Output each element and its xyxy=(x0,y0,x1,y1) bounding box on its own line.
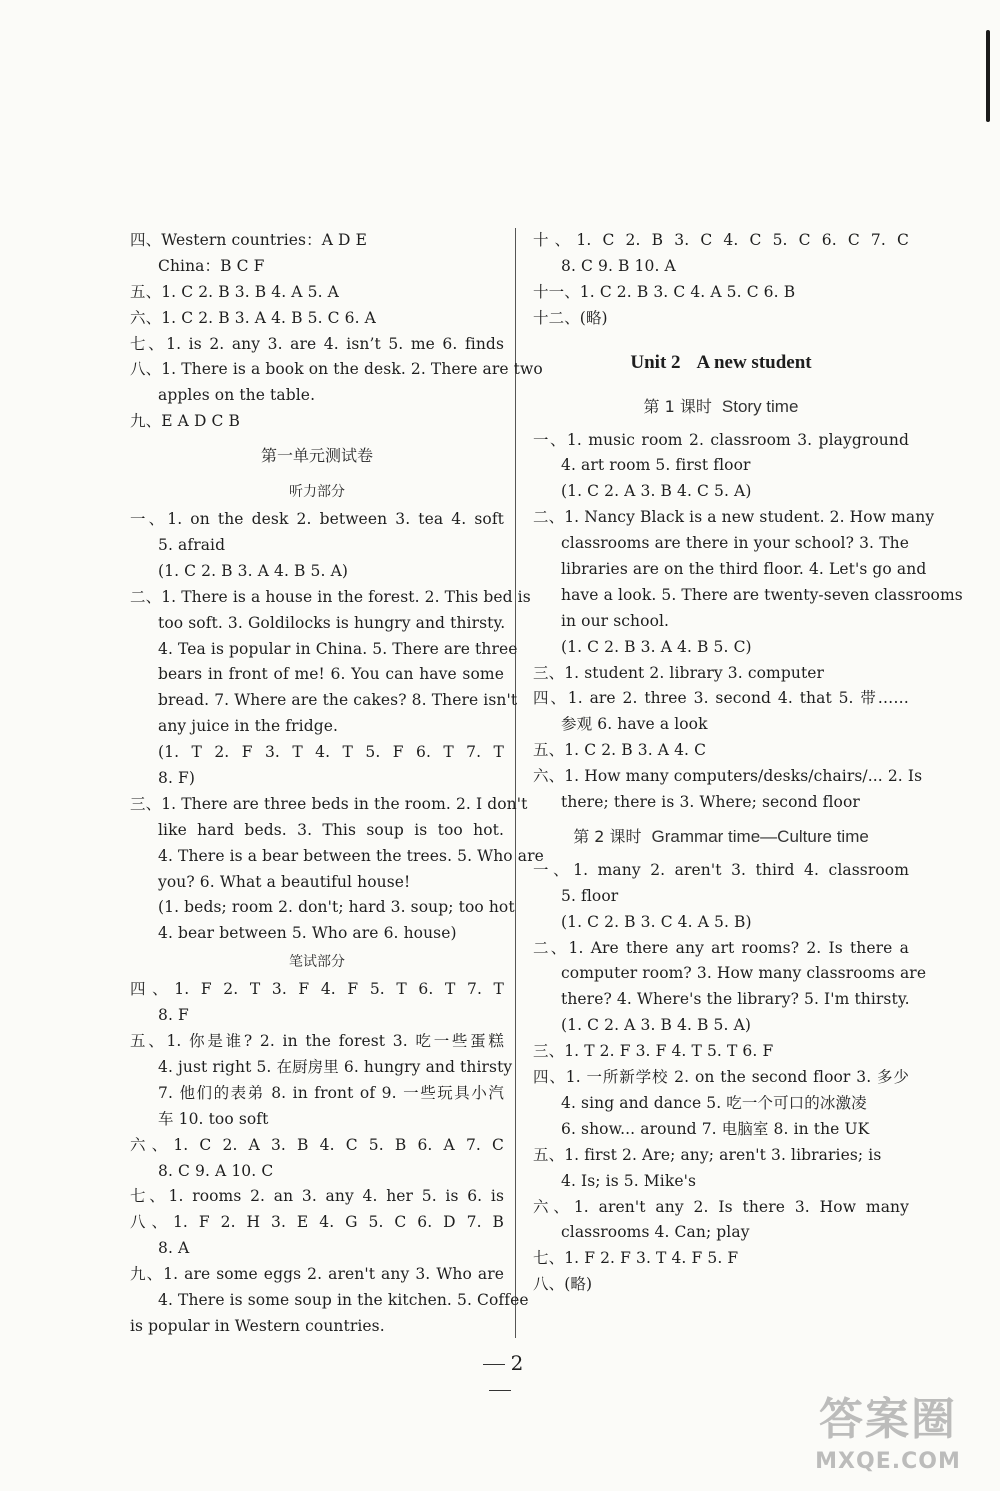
answer-line: 九、E A D C B xyxy=(130,412,240,431)
answer-line: (1. C 2. A 3. B 4. C 5. A) xyxy=(561,482,752,501)
answer-line: 4. bear between 5. Who are 6. house) xyxy=(158,924,457,943)
answer-line: there; there is 3. Where; second floor xyxy=(561,793,860,812)
answer-line: 四、Western countries：A D E xyxy=(130,231,368,249)
lesson-1-cn: 第 1 课时 xyxy=(643,396,712,416)
page-number-text: 2 xyxy=(510,1351,524,1375)
answer-line: is popular in Western countries. xyxy=(130,1316,385,1335)
answer-line: 五、1. first 2. Are; any; aren't 3. libraries; is xyxy=(533,1145,882,1164)
answer-line: 五、1. C 2. B 3. B 4. A 5. A xyxy=(130,282,339,301)
answer-line: 六、1. C 2. B 3. A 4. B 5. C 6. A xyxy=(130,308,376,327)
lesson-1-title xyxy=(533,386,909,428)
answer-line: 二、1. There is a house in the forest. 2. This bed is xyxy=(130,587,531,606)
answer-line: computer room? 3. How many classrooms are xyxy=(561,964,927,983)
answer-line: 十一、1. C 2. B 3. C 4. A 5. C 6. B xyxy=(533,282,796,301)
answer-line: in our school. xyxy=(561,611,670,630)
answer-line: 七、1. is 2. any 3. are 4. isn’t 5. me 6. finds xyxy=(130,334,504,353)
answer-line: 4. Is; is 5. Mike's xyxy=(561,1171,697,1190)
answer-line: apples on the table. xyxy=(158,386,316,405)
answer-line: have a look. 5. There are twenty-seven classrooms xyxy=(561,585,963,604)
answer-line: 五、1. 你是谁? 2. in the forest 3. 吃一些蛋糕 xyxy=(130,1032,504,1051)
answer-line: classrooms 4. Can; play xyxy=(561,1223,750,1242)
page-number xyxy=(460,1350,540,1402)
answer-line: 五、1. C 2. B 3. A 4. C xyxy=(533,741,707,760)
answer-line: 六、1. aren't any 2. Is there 3. How many xyxy=(533,1197,909,1216)
answer-line: 4. Tea is popular in China. 5. There are three xyxy=(158,639,518,658)
answer-line: (1. beds; room 2. don't; hard 3. soup; too hot xyxy=(158,898,515,917)
answer-line: 8. F xyxy=(158,1006,189,1025)
lesson-1-en: Story time xyxy=(721,396,799,416)
answer-line: (1. C 2. B 3. C 4. A 5. B) xyxy=(561,912,752,931)
answer-line: 三、1. T 2. F 3. F 4. T 5. T 6. F xyxy=(533,1042,774,1061)
answer-line: 十二、(略) xyxy=(533,308,608,327)
answer-line: 八、1. There is a book on the desk. 2. There are two xyxy=(130,360,543,379)
page-edge-mark xyxy=(986,30,990,122)
answer-line: (1. C 2. B 3. A 4. B 5. A) xyxy=(158,561,349,580)
answer-line: 7. 他们的表弟 8. in front of 9. 一些玩具小汽 xyxy=(158,1083,504,1102)
listening-subtitle: 听力部分 xyxy=(289,484,345,501)
answer-line: libraries are on the third floor. 4. Let's go and xyxy=(561,560,927,579)
written-subtitle: 笔试部分 xyxy=(289,954,345,971)
answer-line: 六、1. How many computers/desks/chairs/... 2. Is xyxy=(533,767,923,786)
answer-line: bread. 7. Where are the cakes? 8. There isn't xyxy=(158,691,518,710)
answer-line: 九、1. are some eggs 2. aren't any 3. Who are xyxy=(130,1265,504,1284)
right-column xyxy=(533,228,963,1298)
answer-line: 三、1. student 2. library 3. computer xyxy=(533,663,825,682)
answer-line: any juice in the fridge. xyxy=(158,717,339,736)
test-title: 第一单元测试卷 xyxy=(260,446,373,466)
answer-line: (1. C 2. B 3. A 4. B 5. C) xyxy=(561,637,752,656)
watermark-logo xyxy=(788,1392,988,1484)
lesson-2-cn: 第 2 课时 xyxy=(573,826,642,846)
left-column xyxy=(130,228,544,1340)
answer-line: (1. C 2. A 3. B 4. B 5. A) xyxy=(561,1016,752,1035)
answer-line: 车 10. too soft xyxy=(158,1109,269,1128)
answer-line: 8. C 9. A 10. C xyxy=(158,1161,274,1180)
column-divider xyxy=(515,228,516,1338)
answer-line: you? 6. What a beautiful house! xyxy=(158,872,411,891)
answer-line: 8. C 9. B 10. A xyxy=(561,256,676,275)
answer-line: China：B C F xyxy=(158,256,265,275)
unit-number: Unit 2 xyxy=(630,351,681,373)
answer-line: 参观 6. have a look xyxy=(561,715,708,734)
watermark-logo-text: 答案圈 xyxy=(819,1394,957,1445)
answer-line: 七、1. F 2. F 3. T 4. F 5. F xyxy=(533,1249,739,1268)
answer-line: there? 4. Where's the library? 5. I'm thirsty. xyxy=(561,990,910,1009)
answer-line: like hard beds. 3. This soup is too hot. xyxy=(158,820,504,839)
answer-line: 4. just right 5. 在厨房里 6. hungry and thirsty xyxy=(158,1057,513,1076)
unit-name: A new student xyxy=(696,351,812,373)
answer-line: bears in front of me! 6. You can have some xyxy=(158,665,504,684)
answer-line: 一、1. music room 2. classroom 3. playground xyxy=(533,430,909,449)
answer-line: 四、1. are 2. three 3. second 4. that 5. 带…… xyxy=(533,689,909,708)
answer-line: 四、1. F 2. T 3. F 4. F 5. T 6. T 7. T xyxy=(130,980,504,999)
lesson-2-en: Grammar time—Culture time xyxy=(651,826,869,846)
answer-line: 二、1. Nancy Black is a new student. 2. How many xyxy=(533,508,935,527)
answer-line: 4. There is a bear between the trees. 5. Who are xyxy=(158,846,544,865)
answer-line: 8. F) xyxy=(158,769,196,788)
answer-line: 8. A xyxy=(158,1239,190,1258)
answer-line: 三、1. There are three beds in the room. 2. I don't xyxy=(130,794,528,813)
answer-line: 七、1. rooms 2. an 3. any 4. her 5. is 6. is xyxy=(130,1187,504,1206)
answer-line: 六、1. C 2. A 3. B 4. C 5. B 6. A 7. C xyxy=(130,1135,504,1154)
answer-line: classrooms are there in your school? 3. The xyxy=(561,534,909,553)
answer-line: 八、(略) xyxy=(533,1275,593,1294)
answer-line: 4. art room 5. first floor xyxy=(561,456,751,475)
answer-line: (1. T 2. F 3. T 4. T 5. F 6. T 7. T xyxy=(158,743,504,762)
answer-line: 十、1. C 2. B 3. C 4. C 5. C 6. C 7. C xyxy=(533,231,909,249)
answer-line: 二、1. Are there any art rooms? 2. Is there a xyxy=(533,938,909,957)
lesson-2-title xyxy=(533,816,909,858)
answer-line: 5. afraid xyxy=(158,536,226,555)
answer-line: 八、1. F 2. H 3. E 4. G 5. C 6. D 7. B xyxy=(130,1213,504,1232)
answer-line: 6. show... around 7. 电脑室 8. in the UK xyxy=(561,1119,870,1138)
answer-line: too soft. 3. Goldilocks is hungry and thirsty. xyxy=(158,613,506,632)
answer-line: 一、1. many 2. aren't 3. third 4. classroom xyxy=(533,860,909,879)
watermark-url: MXQE.COM xyxy=(815,1449,961,1474)
answer-line: 5. floor xyxy=(561,886,619,905)
answer-line: 一、1. on the desk 2. between 3. tea 4. soft xyxy=(130,510,504,529)
answer-line: 4. sing and dance 5. 吃一个可口的冰激凌 xyxy=(561,1093,867,1112)
answer-line: 四、1. 一所新学校 2. on the second floor 3. 多少 xyxy=(533,1068,909,1087)
answer-line: 4. There is some soup in the kitchen. 5. Coffee xyxy=(158,1290,529,1309)
unit-title xyxy=(533,340,909,386)
